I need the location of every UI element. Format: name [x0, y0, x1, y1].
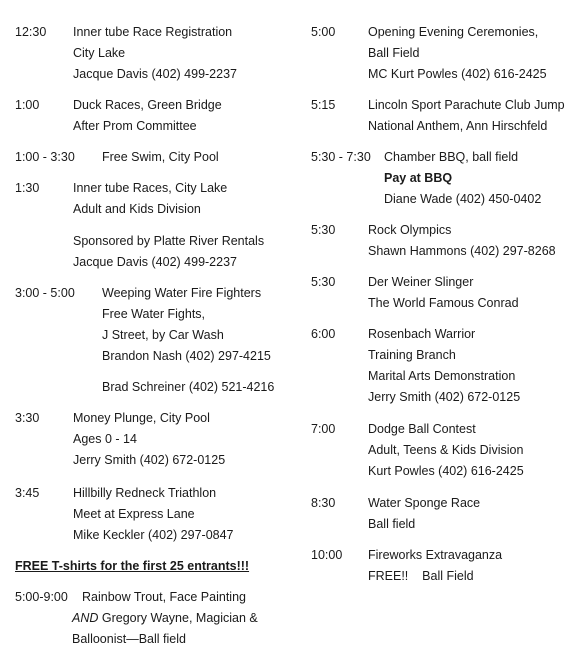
event-title: Inner tube Races, City Lake — [73, 181, 228, 195]
event-detail: National Anthem, Ann Hirschfeld — [368, 119, 548, 133]
event-time: 5:30 - 7:30 — [311, 150, 371, 164]
event-location: Balloonist—Ball field — [72, 632, 186, 646]
event-contact: Jerry Smith (402) 672-0125 — [368, 390, 521, 404]
event-time: 7:00 — [311, 422, 336, 436]
event-contact: Shawn Hammons (402) 297-8268 — [368, 244, 556, 258]
event-time: 6:00 — [311, 327, 336, 341]
event-title: Fireworks Extravaganza — [368, 548, 503, 562]
event-time: 8:30 — [311, 496, 336, 510]
event-title: Dodge Ball Contest — [368, 422, 476, 436]
event-detail: Pay at BBQ — [384, 171, 453, 185]
event-detail: Adult, Teens & Kids Division — [368, 443, 524, 457]
event-time: 5:30 — [311, 223, 336, 237]
event-contact: MC Kurt Powles (402) 616-2425 — [368, 67, 547, 81]
event-time: 5:30 — [311, 275, 336, 289]
event-contact: Jacque Davis (402) 499-2237 — [73, 67, 237, 81]
event-title: Rosenbach Warrior — [368, 327, 476, 341]
event-title: Der Weiner Slinger — [368, 275, 474, 289]
event-time: 10:00 — [311, 548, 343, 562]
event-title: Weeping Water Fire Fighters — [102, 286, 262, 300]
event-time: 5:00-9:00 — [15, 590, 68, 604]
event-location: City Lake — [73, 46, 126, 60]
event-title: Rock Olympics — [368, 223, 452, 237]
event-title: Chamber BBQ, ball field — [384, 150, 519, 164]
event-detail: FREE!! Ball Field — [368, 569, 474, 583]
event-title: Rainbow Trout, Face Painting — [82, 590, 246, 604]
event-contact: Brandon Nash (402) 297-4215 — [102, 349, 271, 363]
event-title: Opening Evening Ceremonies, — [368, 25, 539, 39]
event-detail: Marital Arts Demonstration — [368, 369, 516, 383]
event-detail: Ages 0 - 14 — [73, 432, 137, 446]
event-detail: After Prom Committee — [73, 119, 197, 133]
event-location: Meet at Express Lane — [73, 507, 195, 521]
event-detail: The World Famous Conrad — [368, 296, 519, 310]
event-detail: Free Water Fights, — [102, 307, 206, 321]
event-title: Inner tube Race Registration — [73, 25, 233, 39]
event-time: 3:30 — [15, 411, 40, 425]
event-title: Lincoln Sport Parachute Club Jump — [368, 98, 565, 112]
event-time: 5:15 — [311, 98, 336, 112]
event-contact: Mike Keckler (402) 297-0847 — [73, 528, 234, 542]
event-sponsor: Sponsored by Platte River Rentals — [73, 234, 265, 248]
event-time: 3:00 - 5:00 — [15, 286, 75, 300]
event-detail — [72, 610, 258, 626]
and-emphasis: AND — [72, 611, 99, 625]
event-contact: Brad Schreiner (402) 521-4216 — [102, 380, 275, 394]
event-contact: Diane Wade (402) 450-0402 — [384, 192, 542, 206]
event-time: 1:00 — [15, 98, 40, 112]
event-detail: Adult and Kids Division — [73, 202, 201, 216]
event-contact: Kurt Powles (402) 616-2425 — [368, 464, 524, 478]
event-title: Water Sponge Race — [368, 496, 481, 510]
event-detail-text: Gregory Wayne, Magician & — [101, 611, 258, 625]
event-location: J Street, by Car Wash — [102, 328, 224, 342]
event-time: 12:30 — [15, 25, 47, 39]
event-location: Ball Field — [368, 46, 420, 60]
event-title: Free Swim, City Pool — [102, 150, 219, 164]
event-title: Duck Races, Green Bridge — [73, 98, 222, 112]
event-contact: Jacque Davis (402) 499-2237 — [73, 255, 237, 269]
event-title: Hillbilly Redneck Triathlon — [73, 486, 217, 500]
event-time: 5:00 — [311, 25, 336, 39]
event-time: 1:30 — [15, 181, 40, 195]
event-time: 1:00 - 3:30 — [15, 150, 75, 164]
free-tshirts-notice: FREE T-shirts for the first 25 entrants!!! — [15, 559, 250, 573]
event-title: Money Plunge, City Pool — [73, 411, 210, 425]
event-time: 3:45 — [15, 486, 40, 500]
event-location: Ball field — [368, 517, 416, 531]
event-contact: Jerry Smith (402) 672-0125 — [73, 453, 226, 467]
event-detail: Training Branch — [368, 348, 456, 362]
